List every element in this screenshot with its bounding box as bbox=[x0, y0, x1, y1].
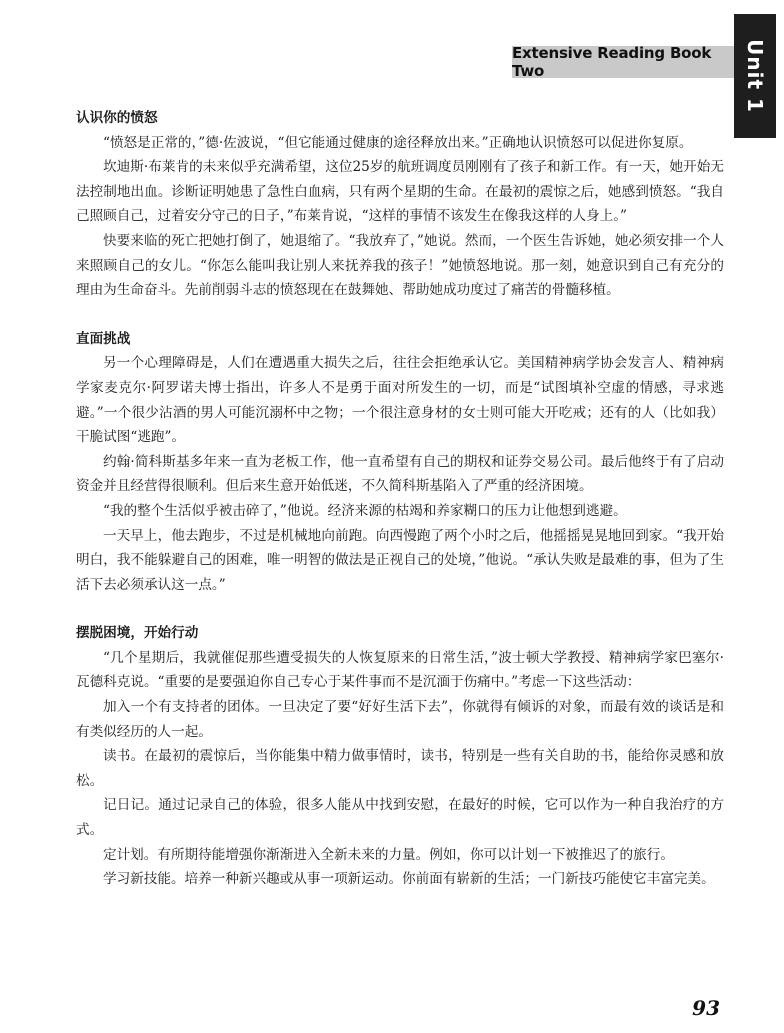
section-recognize-anger bbox=[76, 106, 724, 303]
section-title: 直面挑战 bbox=[76, 330, 131, 347]
paragraph: 一天早上，他去跑步，不过是机械地向前跑。向西慢跑了两个小时之后，他摇摇晃晃地回到家。“我开始明白，我不能躲避自己的困难，唯一明智的做法是正视自己的处境，”他说。“承认失败是最难的事，但为了生活下去必须承认这一点。” bbox=[76, 527, 724, 593]
section-divider bbox=[76, 597, 724, 621]
section-title: 认识你的愤怒 bbox=[76, 110, 158, 126]
paragraph: “愤怒是正常的，”德·佐波说，“但它能通过健康的途径释放出来。”正确地认识愤怒可以促进你复原。 bbox=[103, 134, 693, 151]
unit-tab-label: Unit 1 bbox=[743, 39, 767, 113]
book-title: Extensive Reading Book Two bbox=[512, 44, 712, 80]
paragraph: 加入一个有支持者的团体。一旦决定了要“好好生活下去”，你就得有倾诉的对象，而最有效的谈话是和有类似经历的人一起。 bbox=[76, 699, 724, 740]
section-face-challenge bbox=[76, 327, 724, 598]
paragraph: 定计划。有所期待能增强你渐渐进入全新未来的力量。例如，你可以计划一下被推迟了的旅行。 bbox=[103, 846, 674, 863]
paragraph: 学习新技能。培养一种新兴趣或从事一项新运动。你前面有崭新的生活；一门新技巧能使它丰富完美。 bbox=[103, 871, 715, 888]
page-number: 93 bbox=[692, 996, 720, 1020]
running-header bbox=[512, 46, 734, 78]
section-title: 摆脱困境，开始行动 bbox=[76, 625, 199, 642]
paragraph: 约翰·简科斯基多年来一直为老板工作，他一直希望有自己的期权和证券交易公司。最后他终于有了启动资金并且经营得很顺利。但后来生意开始低迷，不久简科斯基陷入了严重的经济困境。 bbox=[76, 453, 724, 495]
section-divider bbox=[76, 303, 724, 327]
paragraph: 记日记。通过记录自己的体验，很多人能从中找到安慰，在最好的时候，它可以作为一种自我治疗的方式。 bbox=[76, 797, 724, 839]
paragraph: 快要来临的死亡把她打倒了，她退缩了。“我放弃了，”她说。然而，一个医生告诉她，她必须安排一个人来照顾自己的女儿。“你怎么能叫我让别人来抚养我的孩子！”她愤怒地说。那一刻，她意识到自己有充分的理由为生命奋斗。先前削弱斗志的愤怒现在在鼓舞她、帮助她成功度过了痛苦的骨髓移植。 bbox=[76, 232, 724, 299]
unit-tab bbox=[734, 14, 776, 138]
section-take-action bbox=[76, 621, 724, 892]
paragraph: “我的整个生活似乎被击碎了，”他说。经济来源的枯竭和养家糊口的压力让他想到逃避。 bbox=[103, 502, 627, 519]
paragraph: “几个星期后，我就催促那些遭受损失的人恢复原来的日常生活，”波士顿大学教授、精神病学家巴塞尔·瓦德科克说。“重要的是要强迫你自己专心于某件事而不是沉湎于伤痛中。”考虑一下这些活动： bbox=[76, 649, 724, 691]
paragraph: 坎迪斯·布莱肯的未来似乎充满希望，这位25岁的航班调度员刚刚有了孩子和新工作。有一天，她开始无法控制地出血。诊断证明她患了急性白血病，只有两个星期的生命。在最初的震惊之后，她感到愤怒。“我自己照顾自己，过着安分守己的日子，”布莱肯说，“这样的事情不该发生在像我这样的人身上。” bbox=[76, 159, 724, 225]
paragraph: 读书。在最初的震惊后，当你能集中精力做事情时，读书，特别是一些有关自助的书，能给你灵感和放松。 bbox=[76, 748, 724, 789]
page-body bbox=[76, 106, 724, 892]
paragraph: 另一个心理障碍是，人们在遭遇重大损失之后，往往会拒绝承认它。美国精神病学协会发言人、精神病学家麦克尔·阿罗诺夫博士指出，许多人不是勇于面对所发生的一切，而是“试图填补空虚的情感，寻求逃避。”一个很少沾酒的男人可能沉溺杯中之物；一个很注意身材的女士则可能大开吃戒；还有的人（比如我）干脆试图“逃跑”。 bbox=[76, 355, 724, 446]
